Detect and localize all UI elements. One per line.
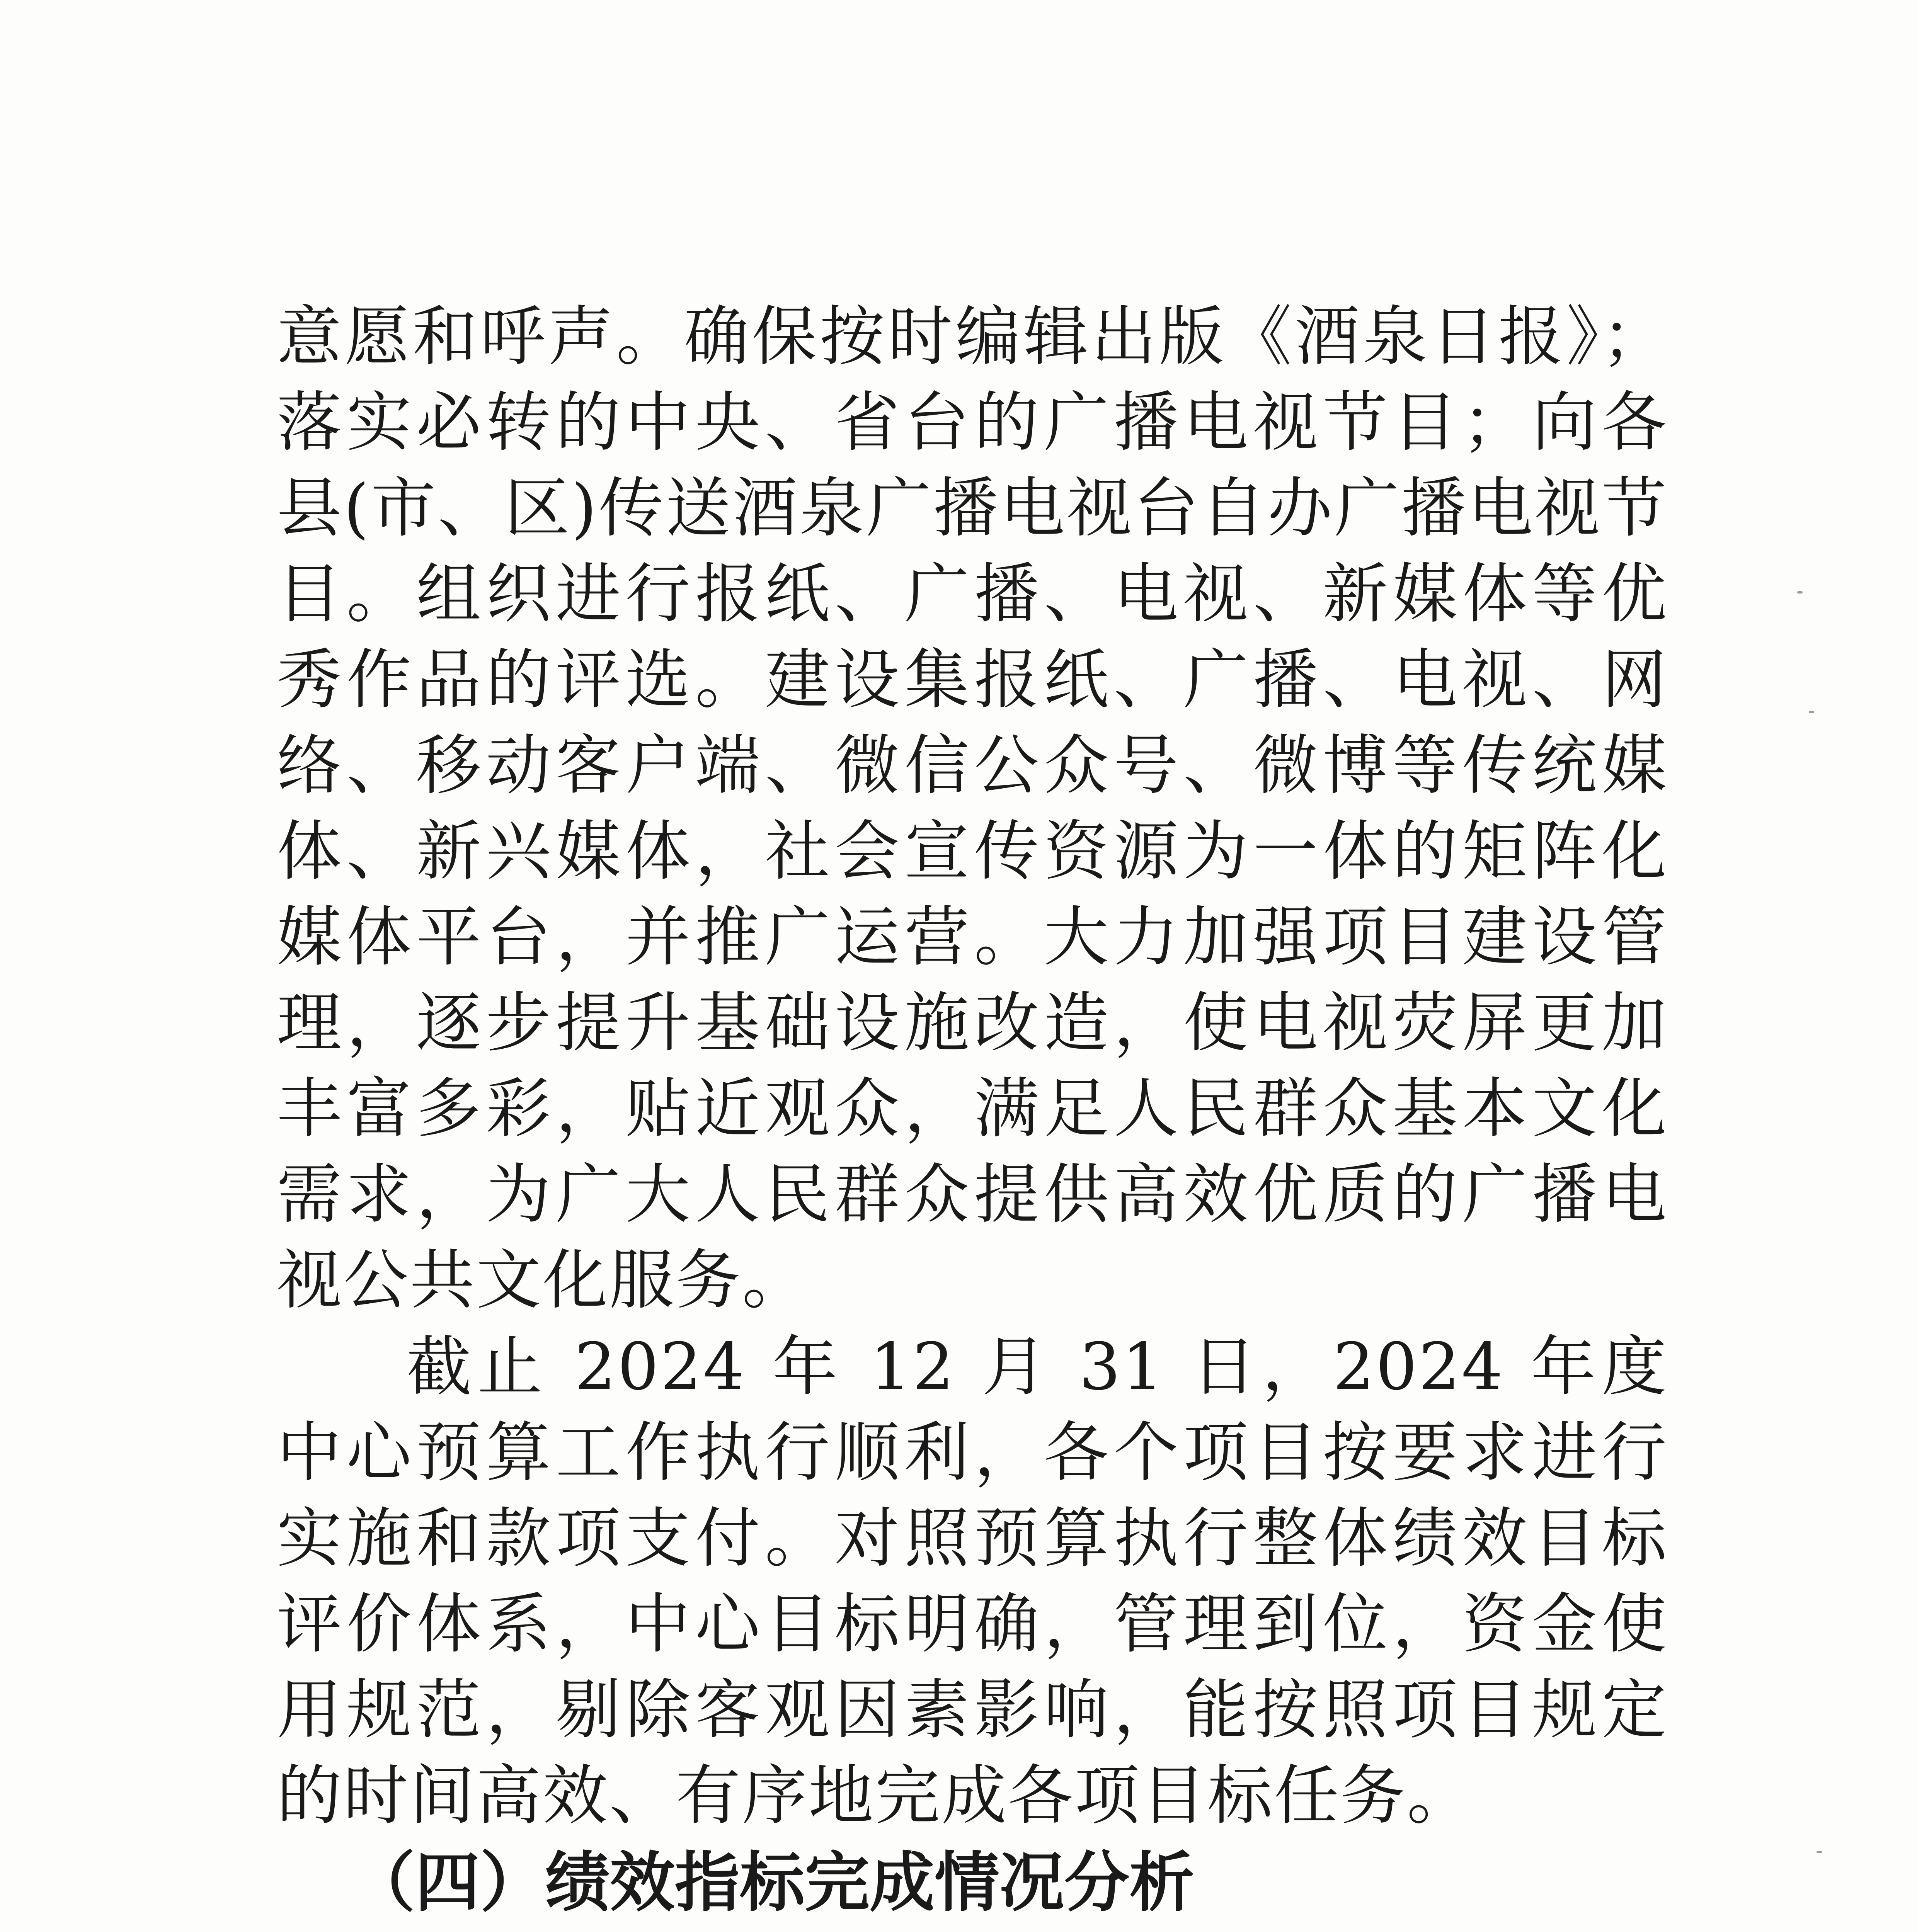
scan-speck bbox=[1809, 711, 1814, 713]
section-heading: （四）绩效指标完成情况分析 bbox=[350, 1844, 1194, 1920]
paragraph-budget-execution: 截止 2024 年 12 月 31 日，2024 年度中心预算工作执行顺利，各个项目按要求进行实施和款项支付。对照预算执行整体绩效目标评价体系，中心目标明确，管理到位，资金使用规范，剔除客观因素影响，能按照项目规定的时间高效、有序地完成各项目标任务。 bbox=[277, 1329, 1668, 1833]
document-body bbox=[277, 294, 1668, 1932]
scan-speck bbox=[1817, 1851, 1822, 1853]
scan-speck bbox=[1797, 591, 1803, 594]
paragraph-continuation: 意愿和呼声。确保按时编辑出版《酒泉日报》；落实必转的中央、省台的广播电视节目；向各县(市、区)传送酒泉广播电视台自办广播电视节目。组织进行报纸、广播、电视、新媒体等优秀作品的评选。建设集报纸、广播、电视、网络、移动客户端、微信公众号、微博等传统媒体、新兴媒体，社会宣传资源为一体的矩阵化媒体平台，并推广运营。大力加强项目建设管理，逐步提升基础设施改造，使电视荧屏更加丰富多彩，贴近观众，满足人民群众基本文化需求，为广大人民群众提供高效优质的广播电视公共文化服务。 bbox=[277, 299, 1668, 1318]
